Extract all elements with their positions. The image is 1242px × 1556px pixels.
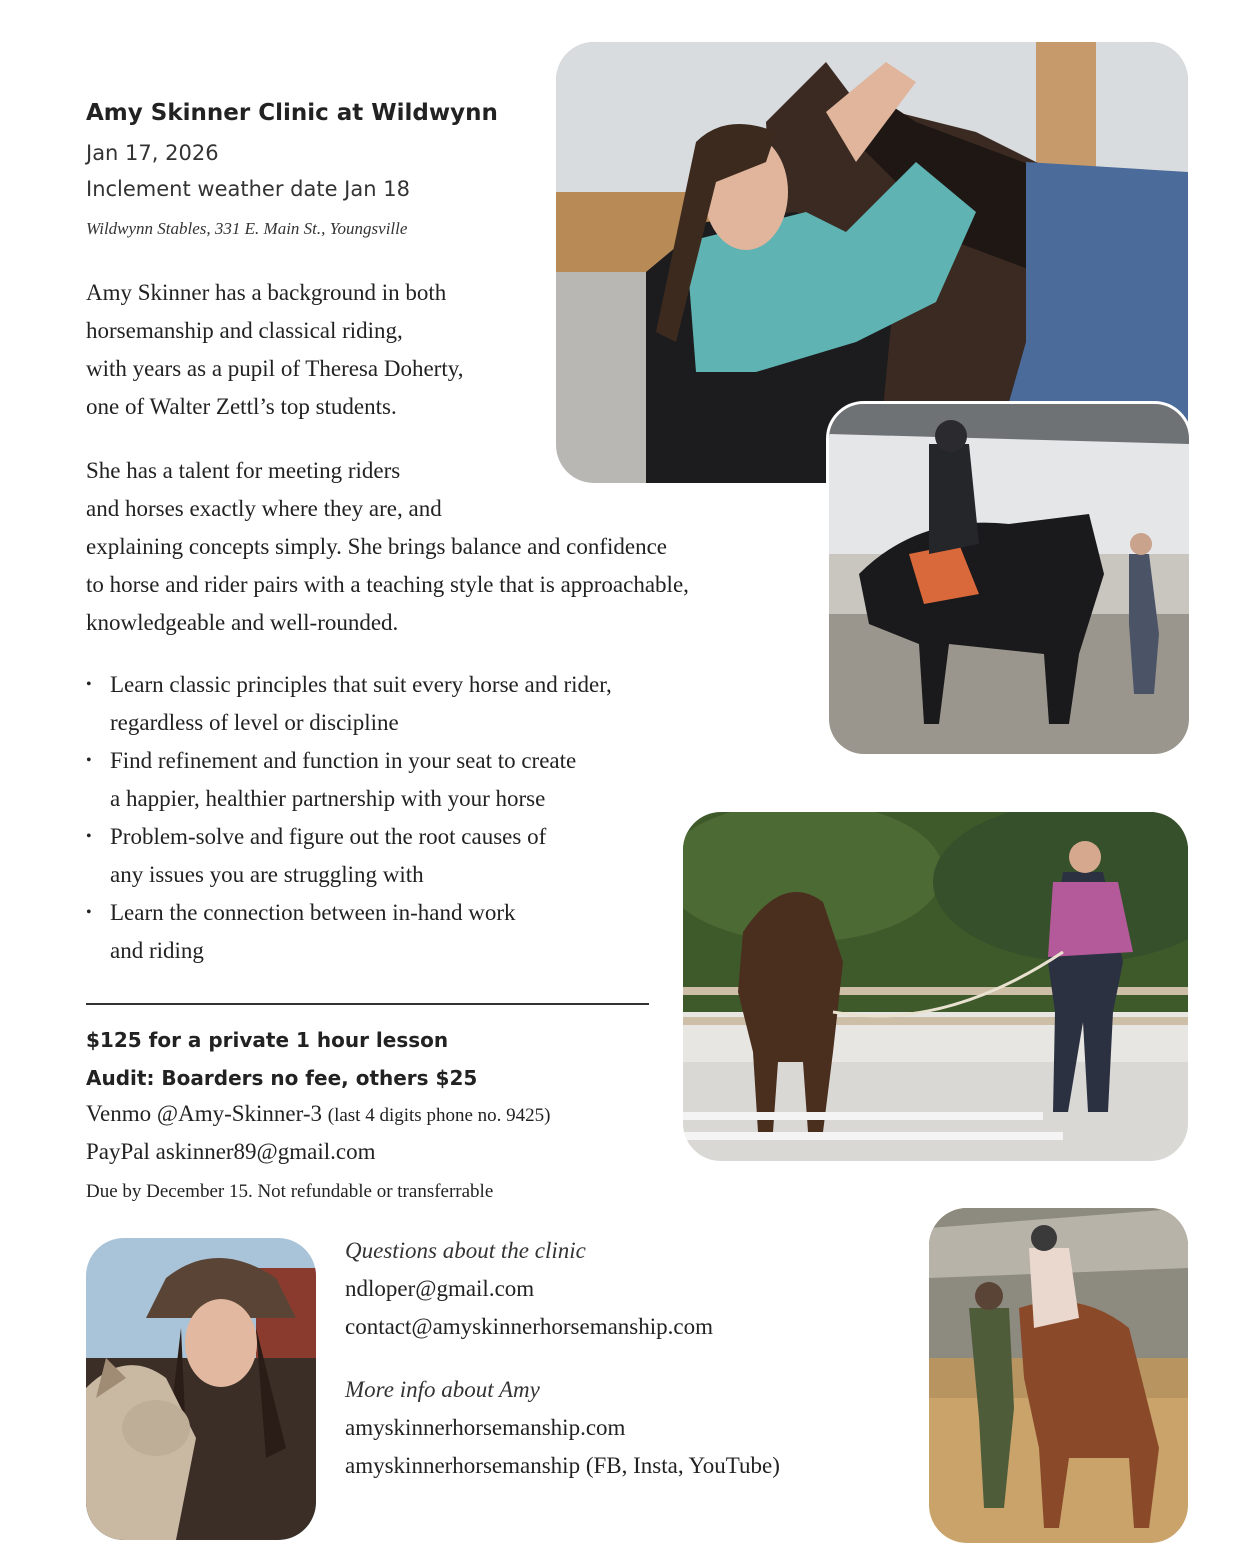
amy-portrait-photo bbox=[86, 1238, 316, 1540]
paypal-info[interactable]: PayPal askinner89@gmail.com bbox=[86, 1139, 376, 1164]
venmo-note: (last 4 digits phone no. 9425) bbox=[327, 1105, 551, 1126]
more-info-section bbox=[345, 1371, 780, 1485]
text-line: regardless of level or discipline bbox=[110, 710, 399, 735]
text-line: with years as a pupil of Theresa Doherty, bbox=[86, 356, 464, 381]
more-info-heading: More info about Amy bbox=[345, 1377, 540, 1402]
social-handle[interactable]: amyskinnerhorsemanship (FB, Insta, YouTube) bbox=[345, 1453, 780, 1478]
email-link[interactable]: contact@amyskinnerhorsemanship.com bbox=[345, 1314, 713, 1339]
text-line: and horses exactly where they are, and bbox=[86, 496, 442, 521]
arena-lesson-photo bbox=[929, 1208, 1188, 1543]
text-line: • Learn the connection between in-hand work bbox=[110, 900, 516, 925]
intro-paragraph-1 bbox=[86, 274, 463, 426]
benefits-list bbox=[86, 666, 612, 970]
questions-section bbox=[345, 1232, 713, 1346]
list-item bbox=[86, 894, 612, 970]
text-line: • Find refinement and function in your seat to create bbox=[110, 748, 577, 773]
venmo-handle[interactable]: Venmo @Amy-Skinner-3 bbox=[86, 1101, 322, 1126]
groundwork-photo bbox=[683, 812, 1188, 1161]
text-line: horsemanship and classical riding, bbox=[86, 318, 403, 343]
rider-black-horse-photo bbox=[826, 401, 1192, 757]
website-link[interactable]: amyskinnerhorsemanship.com bbox=[345, 1415, 626, 1440]
text-line: one of Walter Zettl’s top students. bbox=[86, 394, 397, 419]
text-line: Amy Skinner has a background in both bbox=[86, 280, 447, 305]
text-line: and riding bbox=[110, 938, 204, 963]
list-item bbox=[86, 666, 612, 742]
venmo-info bbox=[86, 1101, 550, 1127]
text-line: • Problem-solve and figure out the root causes of bbox=[110, 824, 547, 849]
clinic-title: Amy Skinner Clinic at Wildwynn bbox=[86, 100, 498, 126]
text-line: explaining concepts simply. She brings balance and confidence bbox=[86, 534, 667, 559]
email-link[interactable]: ndloper@gmail.com bbox=[345, 1276, 535, 1301]
clinic-date: Jan 17, 2026 bbox=[86, 141, 219, 165]
list-item bbox=[86, 742, 612, 818]
text-line: a happier, healthier partnership with your horse bbox=[110, 786, 546, 811]
questions-heading: Questions about the clinic bbox=[345, 1238, 586, 1263]
audit-price: Audit: Boarders no fee, others $25 bbox=[86, 1066, 478, 1090]
lesson-price: $125 for a private 1 hour lesson bbox=[86, 1028, 449, 1052]
clinic-address: Wildwynn Stables, 331 E. Main St., Youngsville bbox=[86, 219, 408, 238]
weather-date: Inclement weather date Jan 18 bbox=[86, 177, 410, 201]
text-line: • Learn classic principles that suit every horse and rider, bbox=[110, 672, 612, 697]
text-line: any issues you are struggling with bbox=[110, 862, 424, 887]
list-item bbox=[86, 818, 612, 894]
payment-due-note: Due by December 15. Not refundable or transferrable bbox=[86, 1181, 494, 1202]
divider bbox=[86, 1003, 649, 1005]
text-line: She has a talent for meeting riders bbox=[86, 458, 401, 483]
text-line: to horse and rider pairs with a teaching style that is approachable, bbox=[86, 572, 689, 597]
text-line: knowledgeable and well-rounded. bbox=[86, 610, 399, 635]
